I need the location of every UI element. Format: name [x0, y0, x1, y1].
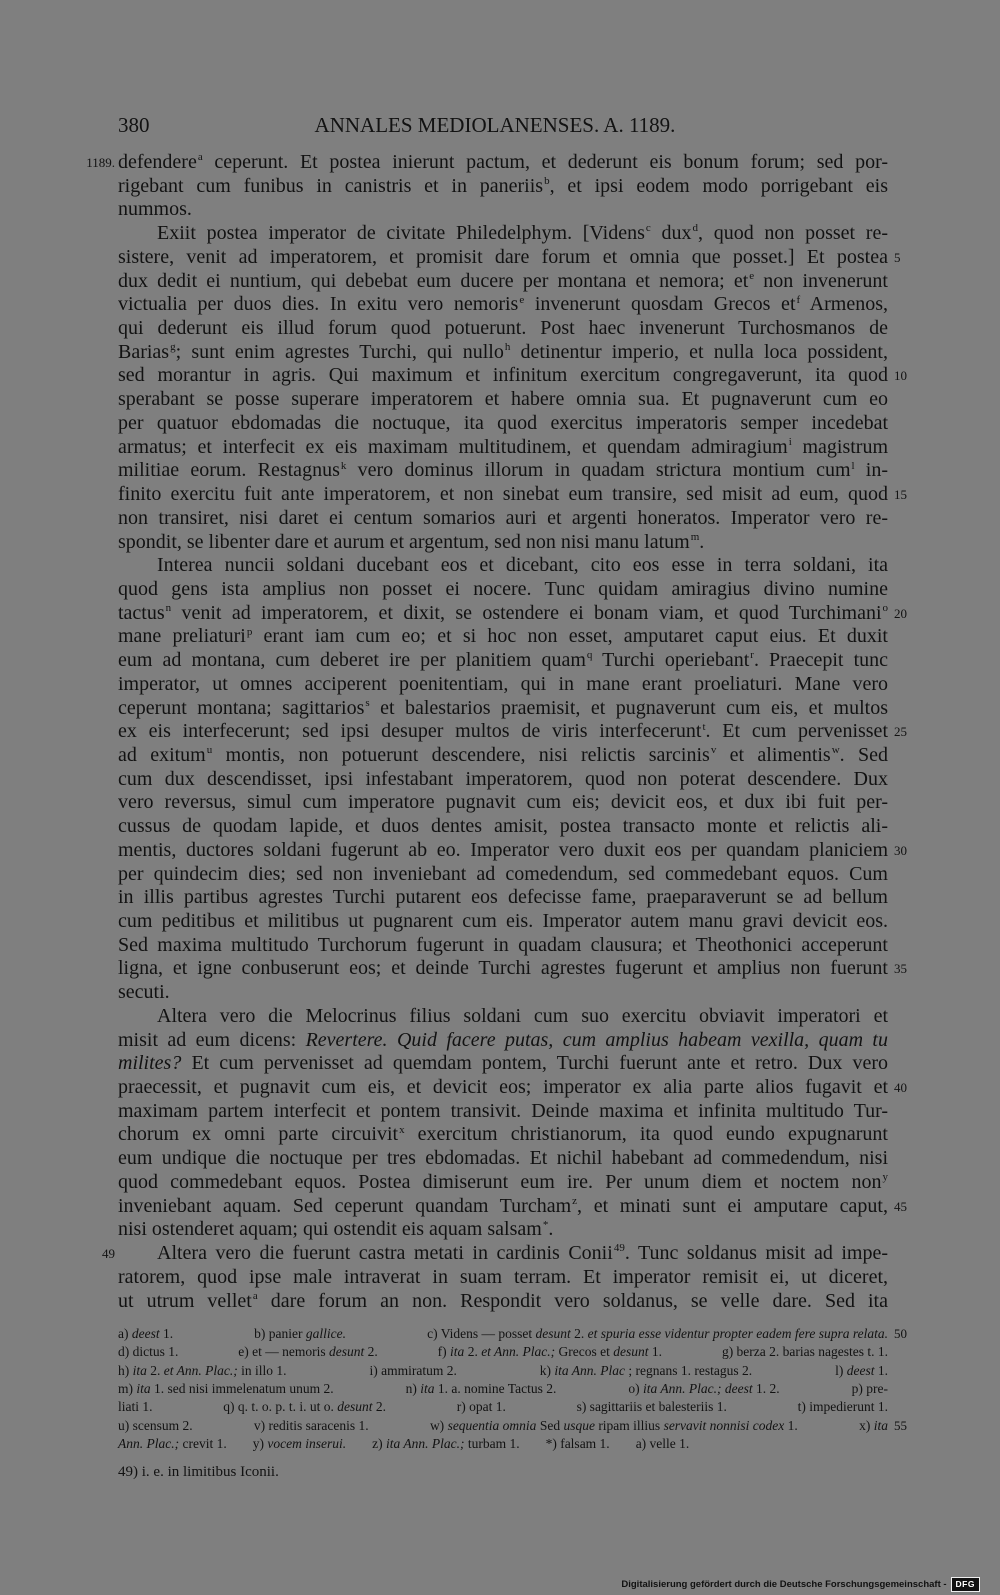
text-line [118, 198, 888, 222]
footnote-entry [369, 1362, 456, 1380]
text-line [118, 981, 888, 1005]
text-run: per quatuor ebdomadas die noctuque, ita quod exercitus imperatoris semper incedebat [118, 411, 888, 434]
text-line [118, 1290, 888, 1314]
text-run: quod gens ista amplius non posset ei nocere. Tunc quidam amiragius divino numine [118, 577, 888, 600]
text-run: ceperunt. Et postea inierunt pactum, et dederunt eis bonum forum; sed por- [202, 151, 888, 173]
footnote-entry [427, 1325, 888, 1343]
text-run: cussus de quodam lapide, et duos dentes amisit, postea transacto monte et relictis ali- [118, 815, 888, 838]
text-run: z) [372, 1436, 386, 1452]
text-line [118, 364, 907, 388]
text-run: praecessit, et pugnavit cum eis, et devicit eos; imperator ex alia parte alios fugavit et [118, 1076, 888, 1099]
text-line [118, 1052, 888, 1076]
italic-text: deest [846, 1362, 875, 1378]
italic-text: ita [420, 1381, 435, 1397]
text-run: n) [405, 1381, 421, 1397]
text-run: in illo 1. [237, 1362, 287, 1378]
left-margin-label: 49 [102, 1246, 115, 1262]
text-line [118, 697, 888, 721]
footnote-entry [254, 1417, 369, 1435]
text-run: per quindecim dies; sed non inveniebant ad comedendum, sed commedebant equos. Cum [118, 862, 888, 885]
text-line [118, 1147, 888, 1171]
text-run: e) et — nemoris [238, 1344, 330, 1360]
text-run: Exiit postea imperator de civitate Philedelphym. [Videns [157, 222, 645, 245]
text-run: victualia per duos dies. In exitu vero nemoris [118, 293, 519, 316]
italic-text: desunt [329, 1344, 365, 1360]
footnote-entry [722, 1343, 888, 1361]
line-number: 15 [894, 487, 907, 503]
footnote-marker: y [882, 1171, 888, 1184]
text-line [118, 1123, 888, 1147]
italic-text: ita [450, 1344, 465, 1360]
footnote-line [118, 1417, 907, 1435]
footnote-marker: s [365, 696, 370, 709]
text-run: Sed maxima multitudo Turchorum fugerunt in quadam clausura; et Theothonici acceperunt [118, 933, 888, 956]
left-margin-label: 1189. [86, 155, 115, 170]
italic-text: desunt [613, 1344, 649, 1360]
footnote-entry [253, 1435, 346, 1453]
text-run: quod commedebant equos. Postea dimiserunt eum ire. Per unum diem et noctem non [118, 1170, 882, 1193]
footnote-marker: b [544, 175, 550, 188]
footnote-marker: l [851, 459, 855, 472]
text-line [118, 578, 888, 602]
text-run: maximam partem interfecit et pontem transivit. Deinde maxima et infinita multitudo Tur- [118, 1099, 888, 1122]
text-run: turbam 1. [464, 1436, 520, 1452]
text-run: imperator, ut omnes acciperent poenitentiam, qui in mane erant proeliaturi. Mane vero [118, 672, 888, 695]
footnote-entry [118, 1380, 334, 1398]
footnote-marker: o [882, 601, 888, 614]
text-run: v) reditis saracenis 1. [253, 1417, 369, 1433]
text-run: militiae eorum. Restagnus [118, 459, 340, 482]
italic-text: servavit nonnisi codex [663, 1417, 785, 1433]
text-run: mane preliaturi [118, 625, 246, 648]
text-run: 1. 2. [752, 1381, 780, 1397]
footnote-line [118, 1380, 888, 1398]
text-run: spondit, se libenter dare et aurum et argentum, sed non nisi manu latum [118, 530, 690, 553]
text-line [118, 317, 888, 341]
text-run: montis, non potuerunt descendere, nisi relictis sarcinis [212, 743, 710, 766]
text-run: . [699, 530, 705, 553]
text-run: chorum ex omni parte circuivit [118, 1123, 399, 1146]
line-number: 45 [894, 1198, 907, 1214]
text-run: Et cum pervenisset ad quemdam pontem, Turchi fuerunt ante et retro. Dux vero [181, 1052, 888, 1075]
footnote-marker: x [399, 1123, 405, 1136]
text-run: Grecos et [555, 1344, 614, 1360]
text-run: ratorem, quod ipse male intraverat in suam terram. Et imperator remisit ei, ut diceret, [118, 1265, 888, 1288]
text-line [118, 1194, 907, 1219]
text-run: in illis partibus agrestes Turchi putarent eos defecisse fame, praeparaverunt se ad bellum [118, 886, 888, 909]
italic-text: desunt [535, 1326, 571, 1341]
footnote-line [118, 1435, 888, 1453]
text-run: w) [429, 1417, 448, 1433]
text-run: x) [859, 1417, 874, 1433]
italic-text: gallice. [305, 1326, 347, 1341]
italic-text: ita [132, 1362, 147, 1378]
text-run: liati 1. [118, 1399, 153, 1415]
text-run: 1. [874, 1362, 888, 1378]
text-line [118, 768, 888, 792]
italic-text: Revertere. Quid facere putas, cum amplius habeam vexilla, quam tu [305, 1028, 888, 1051]
text-line [118, 601, 907, 626]
italic-text: et spuria esse videntur propter eadem fere supra relata. [587, 1326, 888, 1341]
text-run: r) opat 1. [456, 1399, 506, 1415]
text-run: crevit 1. [179, 1436, 227, 1452]
text-line [118, 483, 907, 507]
footnote-entry [636, 1435, 690, 1453]
text-run: a) [118, 1326, 132, 1341]
footnote-marker: a [252, 1289, 258, 1302]
text-run: Interea nuncii soldani ducebant eos et dicebant, cito eos esse in terra soldani, ita [157, 554, 888, 577]
text-run: et alimentis [716, 743, 831, 766]
line-number: 25 [894, 724, 907, 740]
text-line [118, 341, 888, 365]
text-run: 1. a. nomine Tactus 2. [434, 1381, 557, 1397]
text-run: Armenos, [800, 293, 889, 316]
text-run: sperabant se posse superare imperatorem et habere omnia sua. Et pugnaverunt cum eo [118, 388, 888, 411]
footnote-marker: * [542, 1218, 549, 1231]
text-line [118, 838, 907, 863]
text-run: s) sagittariis et balesteriis 1. [576, 1399, 727, 1415]
text-run: ; regnans 1. restagus 2. [625, 1362, 753, 1378]
footnote-marker: m [690, 530, 700, 543]
line-number: 55 [894, 1417, 907, 1433]
footnote-marker: z [572, 1194, 578, 1207]
text-run: u) scensum 2. [118, 1417, 193, 1433]
footnote-entry [430, 1417, 798, 1435]
text-run: secuti. [118, 981, 170, 1004]
line-number: 30 [894, 842, 907, 858]
line-number: 5 [894, 249, 901, 265]
text-run: rigebant cum funibus in canistris et in paneriis [118, 174, 544, 197]
text-run: ligna, et igne conbuserunt eos; et deinde Turchi agrestes fugerunt et amplius non fuerunt [118, 957, 888, 980]
text-line [118, 625, 888, 649]
footnote-entry [540, 1362, 752, 1380]
text-line [118, 649, 888, 673]
funding-credit-text: Digitalisierung gefördert durch die Deutsche Forschungsgemeinschaft - [621, 1578, 947, 1590]
text-run: ut utrum vellet [118, 1289, 252, 1312]
text-run: tactus [118, 601, 165, 624]
text-line [118, 1029, 888, 1053]
text-run: ; sunt enim agrestes Turchi, qui nullo [175, 340, 504, 363]
text-run: mentis, ductores soldani fugerunt ab eo. Imperator vero duxit eos per quandam planiciem [118, 838, 888, 861]
text-run: finito exercitu fuit ante imperatorem, et non sinebat eum transire, sed misit ad eum, quod [118, 483, 888, 506]
line-number: 10 [894, 368, 907, 384]
italic-text: ita Ann. Plac [554, 1362, 626, 1378]
text-run: , et ipsi eodem modo porrigebant eis [549, 174, 889, 197]
text-run: t) impedierunt 1. [797, 1399, 888, 1415]
text-run: 1. [159, 1326, 174, 1341]
footnote-entry [835, 1362, 888, 1380]
page-header [118, 112, 888, 138]
text-line [118, 1171, 888, 1195]
text-run: misit ad eum dicens: [118, 1028, 306, 1051]
line-number: 50 [894, 1326, 907, 1341]
text-run: ad exitum [118, 743, 206, 766]
footnote-entry [223, 1398, 386, 1416]
text-run: 2. [146, 1362, 164, 1378]
text-line [118, 673, 888, 697]
footnote-marker: p [246, 625, 253, 638]
text-run: 2. [372, 1399, 386, 1415]
text-run: d) dictus 1. [118, 1344, 179, 1360]
footnote-line [118, 1398, 888, 1416]
footnote-marker: w [831, 744, 840, 757]
text-run: in- [854, 459, 889, 482]
text-run: armatus; et interfecit ex eis maximam multitudinem, et quendam admiragium [118, 435, 788, 458]
text-line [118, 957, 907, 981]
footnote-marker: a [197, 151, 203, 164]
text-run: exercitum christianorum, ita quod eundo expugnarunt [404, 1123, 888, 1146]
footnote-line [118, 1343, 888, 1361]
text-line [118, 245, 901, 270]
text-line [118, 720, 907, 744]
text-run: ex eis interfecerunt; sed ipsi desuper multos de viris interfecerunt [118, 720, 702, 743]
italic-text: ita [136, 1381, 151, 1397]
text-run: defendere [118, 151, 197, 173]
footnote-entry [372, 1435, 520, 1453]
text-line [118, 791, 888, 815]
footnote-entry [546, 1435, 610, 1453]
running-title: ANNALES MEDIOLANENSES. A. 1189. [314, 113, 676, 137]
italic-text: ita [873, 1417, 888, 1433]
text-run: qui dederunt eis illud forum quod potuerunt. Post haec invenerunt Turchosmanos de [118, 317, 888, 340]
text-run: i) ammiratum 2. [369, 1362, 457, 1378]
footnote-entry [118, 1362, 287, 1380]
text-run: 1. [648, 1344, 663, 1360]
footnote-entry [859, 1417, 888, 1435]
text-run: y) [252, 1436, 268, 1452]
main-text [86, 151, 907, 1313]
italic-text: et Ann. Plac.; [163, 1362, 238, 1378]
text-run: cum dux descendisset, ipsi infestabant imperatorem, quod non poterat descendere. Dux [118, 767, 888, 790]
footnote-marker: d [692, 222, 698, 235]
footnote-marker: q [586, 649, 593, 662]
text-line [118, 934, 888, 958]
footnote-marker: h [504, 341, 511, 354]
text-run: cum peditibus et militibus ut pugnarent cum eis. Imperator autem manu gravi devicit eos. [118, 910, 888, 932]
text-line [118, 507, 888, 531]
text-run: Altera vero die Melocrinus filius soldani cum suo exercitu obviavit imperatori et [157, 1004, 888, 1027]
footnote-entry [577, 1398, 727, 1416]
text-line [118, 412, 888, 436]
text-run: 2. [364, 1344, 378, 1360]
text-line [118, 222, 888, 246]
text-run: dux [650, 222, 692, 245]
italic-text: desunt [337, 1399, 373, 1415]
text-run: Sed [536, 1417, 564, 1433]
italic-text: ita Ann. Plac.; deest [643, 1381, 753, 1397]
text-run: o) [628, 1381, 643, 1397]
text-run: ceperunt montana; sagittarios [118, 696, 365, 719]
text-run: Barias [118, 340, 170, 363]
footnote-line [118, 1362, 888, 1380]
text-line [118, 1266, 888, 1290]
text-line [102, 1242, 888, 1266]
funding-credit [621, 1577, 980, 1592]
text-run: vero reversus, simul cum imperatore pugnavit cum eis; devicit eos, et dux ibi fuit per- [118, 791, 888, 814]
footnote-entry [118, 1343, 178, 1361]
italic-text: usque [563, 1417, 595, 1433]
footnote-marker: c [645, 222, 651, 235]
text-run: 1. sed nisi immelenatum unum 2. [150, 1381, 334, 1397]
dfg-logo: DFG [951, 1577, 980, 1592]
text-run: g) berza 2. barias nagestes t. 1. [721, 1344, 888, 1360]
footnote-marker: i [788, 435, 792, 448]
footnote-entry [406, 1380, 557, 1398]
text-run: eum undique die noctuque per tres ebdomadas. Et nichil habebant ad commedendum, nisi [118, 1147, 888, 1170]
italic-text: ita Ann. Plac.; [385, 1436, 465, 1452]
footnote-entry [254, 1325, 346, 1343]
footnote-entry [238, 1343, 377, 1361]
text-run: . Tunc soldanus misit ad impe- [624, 1242, 888, 1265]
text-line [118, 531, 888, 555]
footnote-marker: n [165, 601, 172, 614]
footnote-marker: r [750, 649, 754, 662]
critical-apparatus [118, 1325, 907, 1453]
italic-text: vocem inserui. [267, 1436, 347, 1452]
footnote-entry [852, 1380, 888, 1398]
text-run: 2. [570, 1326, 588, 1341]
footnote-entry [798, 1398, 888, 1416]
footnote-marker: g [170, 341, 176, 354]
text-line [118, 175, 888, 199]
text-line [118, 815, 888, 839]
text-run: non invenerunt [754, 269, 888, 292]
text-line [118, 554, 888, 578]
text-run: 1. [784, 1417, 798, 1433]
text-run: b) panier [254, 1326, 306, 1341]
text-run: nummos. [118, 198, 192, 221]
italic-text: Ann. Plac.; [118, 1436, 180, 1452]
text-run: dare forum an non. Respondit vero soldanus, se velle dare. Sed ita [257, 1289, 888, 1312]
text-run: erant iam cum eo; et si hoc non esset, amputaret caput eius. Et duxit [252, 625, 888, 648]
footnote-entry [118, 1325, 173, 1343]
text-run: eum ad montana, cum deberet ire per planitiem quam [118, 649, 586, 672]
text-run: et balestarios praemisit, et pugnaverunt cum eis, et multos [369, 696, 888, 719]
line-number: 20 [894, 605, 907, 621]
line-number: 40 [894, 1080, 907, 1096]
text-run: magistrum [791, 435, 888, 458]
footnote-marker: t [702, 720, 706, 733]
text-run: *) falsam 1. [545, 1436, 610, 1452]
text-line [118, 1005, 888, 1029]
text-run: c) Videns — posset [427, 1326, 536, 1341]
text-run: . Et cum pervenisset [705, 720, 888, 743]
italic-text: et Ann. Plac.; [481, 1344, 556, 1360]
footnote-entry [118, 1398, 153, 1416]
text-run: sistere, venit ad imperatorem, et promisit dare forum et omnia que posset.] Et postea [118, 245, 888, 268]
text-run: nisi ostenderet aquam; qui ostendit eis aquam salsam [118, 1218, 542, 1241]
footnote-marker: e [749, 269, 755, 282]
text-run: , quod non posset re- [698, 222, 889, 245]
page-number: 380 [118, 113, 150, 137]
text-line [118, 436, 888, 460]
footnote-marker: e [519, 293, 525, 306]
footnote-entry [118, 1435, 227, 1453]
line-number: 35 [894, 961, 907, 977]
text-run: detinentur imperio, et nulla loca possident, [510, 340, 888, 363]
text-run: q) q. t. o. p. t. i. ut o. [223, 1399, 338, 1415]
text-line [118, 910, 888, 934]
italic-text: deest [131, 1326, 160, 1341]
text-run: 2. [464, 1344, 482, 1360]
italic-text: milites? [118, 1052, 182, 1075]
footnote-line [118, 1325, 907, 1343]
text-run: invenerunt quosdam Grecos et [524, 293, 796, 316]
footnote-entry [628, 1380, 779, 1398]
editorial-note: 49) i. e. in limitibus Iconii. [118, 1464, 279, 1480]
text-line [118, 293, 888, 317]
text-run: m) [118, 1381, 137, 1397]
text-run: a) velle 1. [635, 1436, 690, 1452]
footnote-marker: k [340, 459, 347, 472]
text-run: vero dominus illorum in quadam strictura montium cum [346, 459, 851, 482]
text-run: non transiret, nisi daret ei centum somarios auri et argenti honeratos. Imperator vero re- [118, 506, 888, 529]
footnote-entry [457, 1398, 506, 1416]
text-line [118, 388, 888, 412]
text-run: . Praecepit tunc [753, 649, 889, 672]
text-line [86, 151, 888, 175]
footnote-entry [118, 1417, 193, 1435]
text-run: ripam illius [594, 1417, 664, 1433]
text-run: p) pre- [851, 1381, 888, 1397]
text-run: venit ad imperatorem, et dixit, se ostendere ei bonam viam, et quod Turchimani [171, 601, 882, 624]
text-line [118, 1076, 907, 1100]
footnote-marker: f [796, 293, 801, 306]
footnote-marker: u [206, 744, 213, 757]
footnote-marker: 49 [613, 1242, 625, 1255]
footnote-entry [438, 1343, 662, 1361]
text-line [118, 1218, 888, 1242]
text-run: k) [539, 1362, 555, 1378]
text-line [118, 459, 888, 483]
text-line [118, 886, 888, 910]
text-line [118, 270, 888, 294]
text-line [118, 744, 888, 768]
italic-text: sequentia omnia [447, 1417, 537, 1433]
footnote-marker: v [710, 744, 717, 757]
text-line [118, 863, 888, 887]
text-line [118, 1100, 888, 1124]
text-run: inveniebant aquam. Sed ceperunt quandam Turcham [118, 1194, 572, 1217]
text-run: , et minati sunt ei amputare caput, [577, 1194, 888, 1217]
text-run: . [548, 1218, 554, 1241]
text-run: f) [437, 1344, 451, 1360]
text-run: sed morantur in agris. Qui maximum et infinitum exercitum congregaverunt, ita quod [118, 364, 888, 387]
text-run: Turchi operiebant [592, 649, 750, 672]
text-run: dux dedit ei nuntium, qui debebat eum ducere per montana et nemora; et [118, 269, 749, 292]
text-run: . Sed [839, 743, 888, 766]
text-run: h) [118, 1362, 133, 1378]
text-run: Altera vero die fuerunt castra metati in cardinis Conii [157, 1242, 613, 1265]
text-run: l) [835, 1362, 847, 1378]
